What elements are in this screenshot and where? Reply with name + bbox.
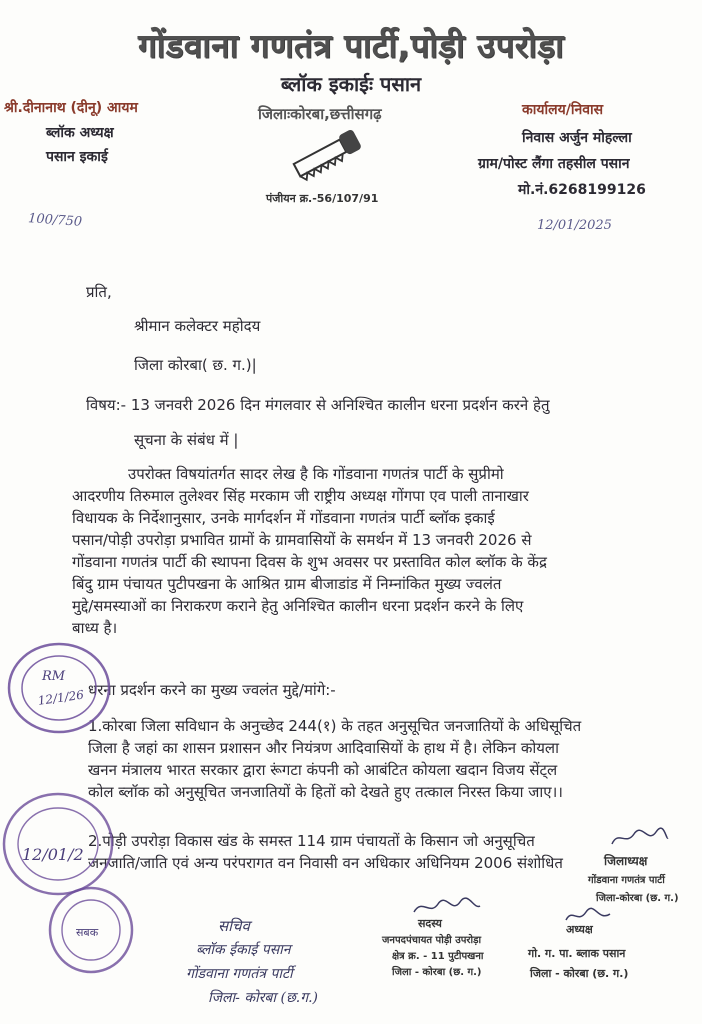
receipt-stamp-2 [0,790,120,898]
president-name: श्री.दीनानाथ (दीनू) आयम [4,100,138,116]
recipient: श्रीमान कलेक्टर महोदय [134,317,261,335]
sig1-line-3: गोंडवाना गणतंत्र पार्टी [186,966,293,982]
demand-2-line: 2.पोड़ी उपरोड़ा विकास खंड के समस्त 114 ग्राम पंचायतों के किसान जो अनुसूचित [88,832,535,850]
body-line: आदरणीय तिरुमाल तुलेश्वर सिंह मरकाम जी राष्ट्रीय अध्यक्ष गोंगपा एव पाली तानाखार [72,487,529,505]
sig3-line-1: गो. ग. पा. ब्लाक पसान [528,947,626,960]
body-line: बिंदु ग्राम पंचायत पुटीपखना के आश्रित ग्राम बीजाडांड में निम्नांकित मुख्य ज्वलंत [72,575,502,593]
sig2-title: सदस्य [418,917,442,930]
demand-1-line: कोल ब्लॉक को अनुसूचित जनजातियों के हितों को देखते हुए तत्काल निरस्त किया जाए।। [88,783,563,801]
demand-1-line: खनन मंत्रालय भारत सरकार द्वारा रूंगटा कंपनी को आबंटित कोयला खदान विजय सेंट्ल [88,761,558,779]
demand-1-line: जिला है जहां का शासन प्रशासन और नियंत्रण आदिवासियों के हाथ में है। लेकिन कोयला [88,739,559,757]
registration-number: पंजीयन क्र.-56/107/91 [266,192,379,205]
stamp-3-text: सबक [76,926,99,939]
sig3-line-2: जिला - कोरबा (छ. ग.) [530,967,629,980]
sig4-title: जिलाध्यक्ष [604,854,648,868]
sig1-line-4: जिला- कोरबा (छ.ग.) [208,990,319,1006]
signature-block-secretary [182,916,382,1020]
body-line: मुद्दे/समस्याओं का निराकरण कराने हेतु अनिश्चित कालीन धरना प्रदर्शन करने के लिए [72,597,524,615]
body-line: बाध्य है। [72,619,118,637]
sig2-line-1: जनपदपंचायत पोड़ी उपरोड़ा [382,935,482,946]
sig4-line-1: गोंडवाना गणतंत्र पार्टी [588,875,665,886]
demand-1-line: 1.कोरबा जिला सविधान के अनुच्छेद 244(१) के तहत अनुसूचित जनजातियों के अधिसूचित [88,717,582,735]
president-unit: पसान इकाई [46,149,108,165]
sig2-line-3: जिला - कोरबा (छ. ग.) [392,967,482,978]
sig4-line-2: जिला-कोरबा (छ. ग.) [596,893,679,904]
sig1-line-1: सचिव [218,917,250,935]
signature-block-president [524,906,664,986]
unit-heading: ब्लॉक इकाईः पसान [280,72,422,96]
demand-1 [88,715,581,803]
office-seal-stamp [46,884,136,976]
stamp-1-initials: RM [42,669,66,684]
district-line: जिलाःकोरबा,छत्तीसगढ़ [258,105,382,123]
body-line: गोंडवाना गणतंत्र पार्टी की स्थापना दिवस के शुभ अवसर पर प्रस्तावित कोल ब्लॉक के केंद्र [72,553,547,571]
office-heading: कार्यालय/निवास [522,102,604,118]
salutation: प्रति, [86,283,112,301]
subject-line-2: सूचना के संबंध में | [134,431,239,449]
saw-icon [288,125,368,187]
sig4-signature-scrawl [610,826,670,850]
handwritten-date: 12/01/2025 [537,218,612,233]
demand-2 [88,830,563,874]
body-line: पसान/पोड़ी उपरोड़ा प्रभावित ग्रामों के ग्रामवासियों के समर्थन में 13 जनवरी 2026 से [72,531,532,549]
recipient-place: जिला कोरबा( छ. ग.)| [134,356,257,374]
demands-heading: धरना प्रदर्शन करने का मुख्य ज्वलंत मुद्दे/मांगे:- [88,681,336,699]
president-designation: ब्लॉक अध्यक्ष [46,125,114,141]
party-title: गोंडवाना गणतंत्र पार्टी,पोड़ी उपरोड़ा [137,26,565,65]
demand-2-line: जनजाति/जाति एवं अन्य परंपरागत वन निवासी वन अधिकार अधिनियम 2006 संशोधित [88,854,563,872]
office-address-line1: निवास अर्जुन मोहल्ला [522,130,632,146]
letter-body [72,463,547,639]
sig3-title: अध्यक्ष [566,923,593,936]
office-address-line2: ग्राम/पोस्ट लैंगा तहसील पसान [478,156,630,172]
sig2-signature-scrawl [412,896,482,918]
receipt-stamp-1 [4,640,114,736]
handwritten-ref-number: 100/750 [27,211,83,230]
signature-block-district-president [588,826,700,906]
sig2-line-2: क्षेत्र क्र. - 11 पुटीपखना [392,951,484,962]
subject-line-1: विषय:- 13 जनवरी 2026 दिन मंगलवार से अनिश्चित कालीन धरना प्रदर्शन करने हेतु [86,396,550,414]
stamp-1-date: 12/1/26 [36,687,85,708]
body-line: उपरोक्त विषयांतर्गत सादर लेख है कि गोंडवाना गणतंत्र पार्टी के सुप्रीमो [128,465,504,483]
body-line: विधायक के निर्देशानुसार, उनके मार्गदर्शन में गोंडवाना गणतंत्र पार्टी ब्लॉक इकाई [72,509,495,527]
stamp-2-date: 12/01/2 [22,845,84,864]
signature-block-member [382,896,522,986]
sig1-line-2: ब्लॉक ईकाई पसान [196,942,291,958]
office-phone: मो.नं.6268199126 [518,182,646,198]
